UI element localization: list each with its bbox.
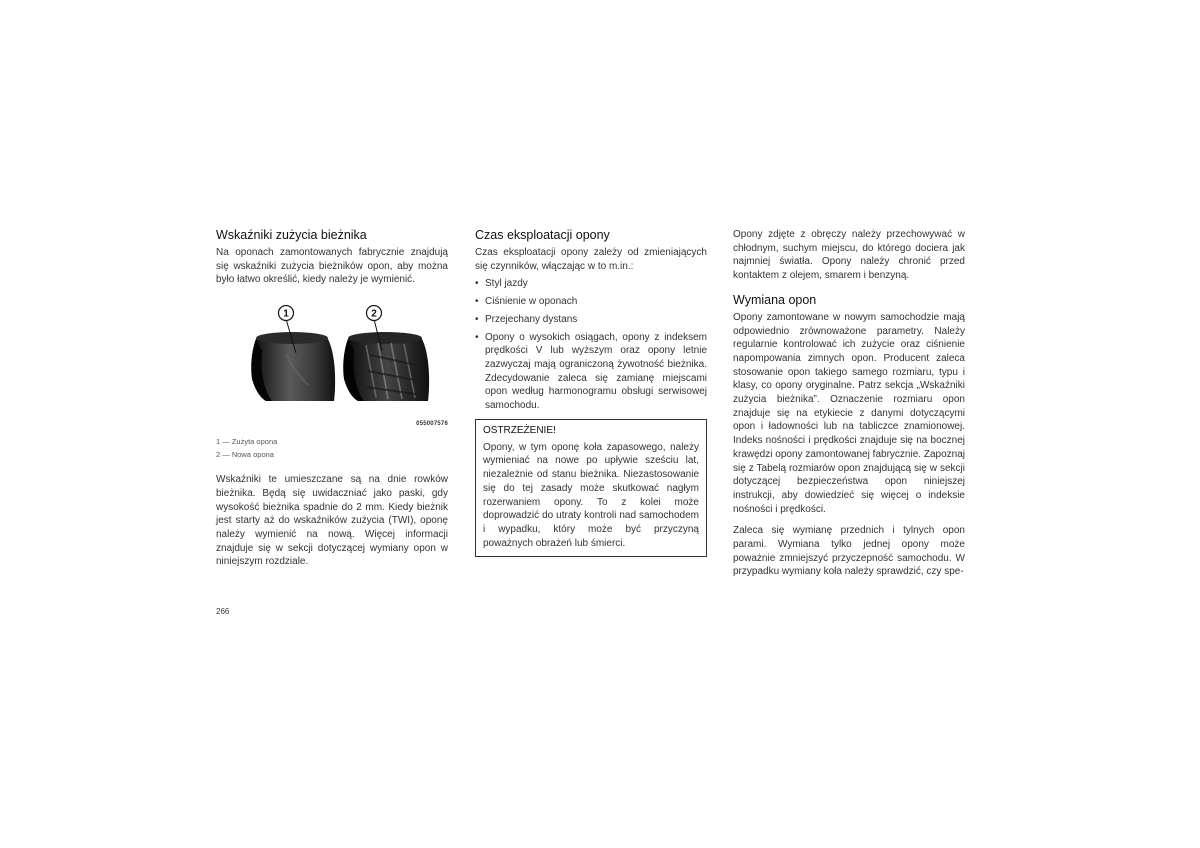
column-middle (475, 228, 707, 557)
list-item: • Opony o wysokich osiągach, opony z indeksem prędkości V lub wyższym oraz opony letnie zazwyczaj mają ograniczoną żywotność bieżnika. Zdecydowanie zaleca się zamianę miejscami opon według harmonogramu obsługi serwisowej samochodu. (475, 331, 707, 412)
caption-new-tire: 2 — Nowa opona (216, 450, 274, 460)
warning-body: Opony, w tym oponę koła zapasowego, należy wymieniać na nowe po upływie sześciu lat, niezależnie od stanu bieżnika. Niezastosowanie się do tej zasady może skutkować nagłym rozerwaniem opony. To z kolei może doprowadzić do utraty kontroli nad samochodem i wypadku, który może być przyczyną poważnych obrażeń lub śmierci. (483, 441, 699, 549)
column-left (216, 228, 448, 577)
replacement-paragraph: Opony zamontowane w nowym samochodzie mają odpowiednio zrównoważone parametry. Należy regularnie kontrolować ich zużycie oraz ciśnienie napompowania zimnych opon. Producent zaleca stosowanie opon takiego samego rozmiaru, typu i klasy, co opony oryginalne. Patrz sekcja „Wskaźniki zużycia bieżnika”. Oznaczenie rozmiaru opon znajduje się na etykiecie z danymi dotyczącymi opon i ładowności lub na tabliczce znamionowej. Indeks nośności i prędkości znajduje się na bocznej krawędzi opony zamontowanej fabrycznie. Zapoznaj się z Tabelą rozmiarów opon znajdującą się w sekcji dotyczącej bezpieczeństwa opon niniejszej instrukcji, aby dowiedzieć się więcej o indeksie nośności i prędkości. (733, 311, 965, 515)
callout-1-label: 1 (283, 308, 289, 320)
figure-code: 055007576 (416, 421, 448, 428)
new-tire-image (343, 332, 429, 401)
list-item: • Styl jazdy (475, 278, 528, 290)
pairs-paragraph: Zaleca się wymianę przednich i tylnych opon parami. Wymiana tylko jednej opony może poważnie zmniejszyć przyczepność samochodu. W przypadku wymiany koła należy sprawdzić, czy spe- (733, 525, 965, 578)
warning-box (475, 419, 707, 558)
heading-tread-wear-indicators: Wskaźniki zużycia bieżnika (216, 228, 367, 242)
warning-title: OSTRZEŻENIE! (483, 424, 556, 436)
tire-illustration (216, 305, 448, 420)
caption-worn-tire: 1 — Zużyta opona (216, 437, 278, 447)
indicators-paragraph: Wskaźniki te umieszczane są na dnie rowków bieżnika. Będą się uwidaczniać jako paski, gdy wysokość bieżnika spadnie do 2 mm. Kiedy bieżnik jest starty aż do wskaźników zużycia (TWI), oponę należy wymienić na nową. Więcej informacji znajduje się w sekcji dotyczącej wymiany opon w niniejszym rozdziale. (216, 474, 448, 568)
tire-comparison-figure (216, 305, 448, 428)
lifespan-intro: Czas eksploatacji opony zależy od zmieniających się czynników, włączając w to m.in.: (475, 247, 707, 272)
list-item: • Przejechany dystans (475, 313, 578, 325)
callout-2-label: 2 (371, 308, 377, 320)
heading-tire-replacement: Wymiana opon (733, 292, 817, 307)
column-right (733, 228, 965, 587)
intro-paragraph: Na oponach zamontowanych fabrycznie znajdują się wskaźniki zużycia bieżników opon, aby można było łatwo określić, kiedy należy je wymienić. (216, 247, 448, 286)
storage-paragraph: Opony zdjęte z obręczy należy przechowywać w chłodnym, suchym miejscu, do którego dociera jak najmniej światła. Opony należy chronić przed kontaktem z olejem, smarem i benzyną. (733, 229, 965, 282)
page-number: 266 (216, 607, 230, 616)
heading-tire-lifespan: Czas eksploatacji opony (475, 228, 610, 242)
list-item: • Ciśnienie w oponach (475, 296, 578, 308)
figure-captions (216, 435, 448, 461)
lifespan-factors-list (475, 277, 707, 412)
